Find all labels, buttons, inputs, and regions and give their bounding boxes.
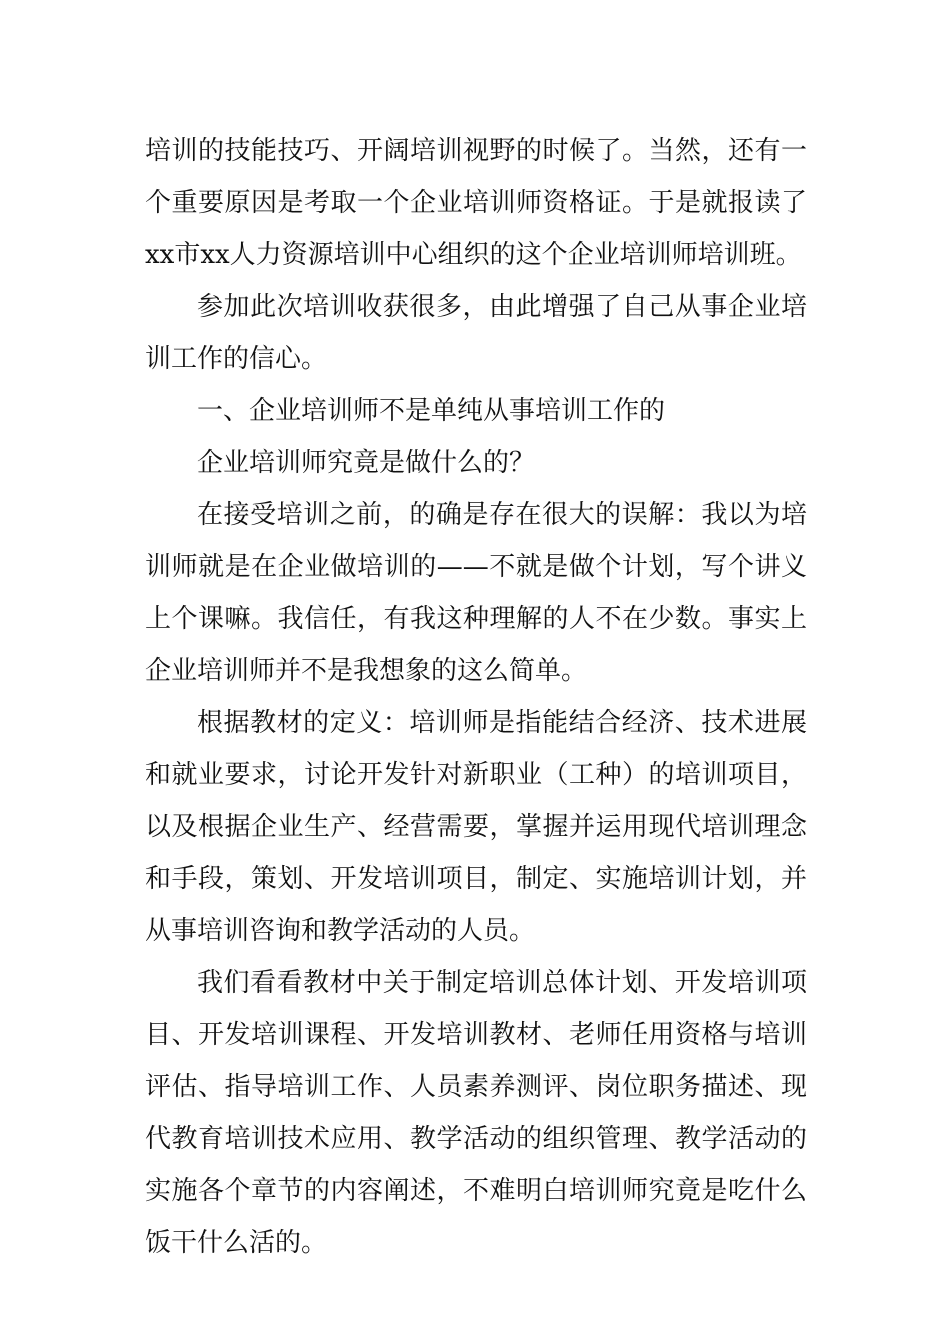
document-body <box>145 125 807 1269</box>
paragraph-question: 企业培训师究竟是做什么的？ <box>197 448 536 478</box>
paragraph-misunderstanding: 在接受培训之前，的确是存在很大的误解：我以为培训师就是在企业做培训的——不就是做个计划，写个讲义上个课嘛。我信任，有我这种理解的人不在少数。事实上企业培训师并不是我想象的这么简单。 <box>145 500 807 686</box>
paragraph-definition: 根据教材的定义：培训师是指能结合经济、技术进展和就业要求，讨论开发针对新职业（工种）的培训项目，以及根据企业生产、经营需要，掌握并运用现代培训理念和手段，策划、开发培训项目，制定、实施培训计划，并从事培训咨询和教学活动的人员。 <box>145 708 807 946</box>
paragraph-textbook-chapters: 我们看看教材中关于制定培训总体计划、开发培训项目、开发培训课程、开发培训教材、老师任用资格与培训评估、指导培训工作、人员素养测评、岗位职务描述、现代教育培训技术应用、教学活动的组织管理、教学活动的实施各个章节的内容阐述，不难明白培训师究竟是吃什么饭干什么活的。 <box>145 968 807 1258</box>
section-heading-1: 一、企业培训师不是单纯从事培训工作的 <box>197 396 666 426</box>
paragraph-continuation: 培训的技能技巧、开阔培训视野的时候了。当然，还有一个重要原因是考取一个企业培训师资格证。于是就报读了xx市xx人力资源培训中心组织的这个企业培训师培训班。 <box>145 136 807 270</box>
paragraph-gains: 参加此次培训收获很多，由此增强了自己从事企业培训工作的信心。 <box>145 292 807 374</box>
